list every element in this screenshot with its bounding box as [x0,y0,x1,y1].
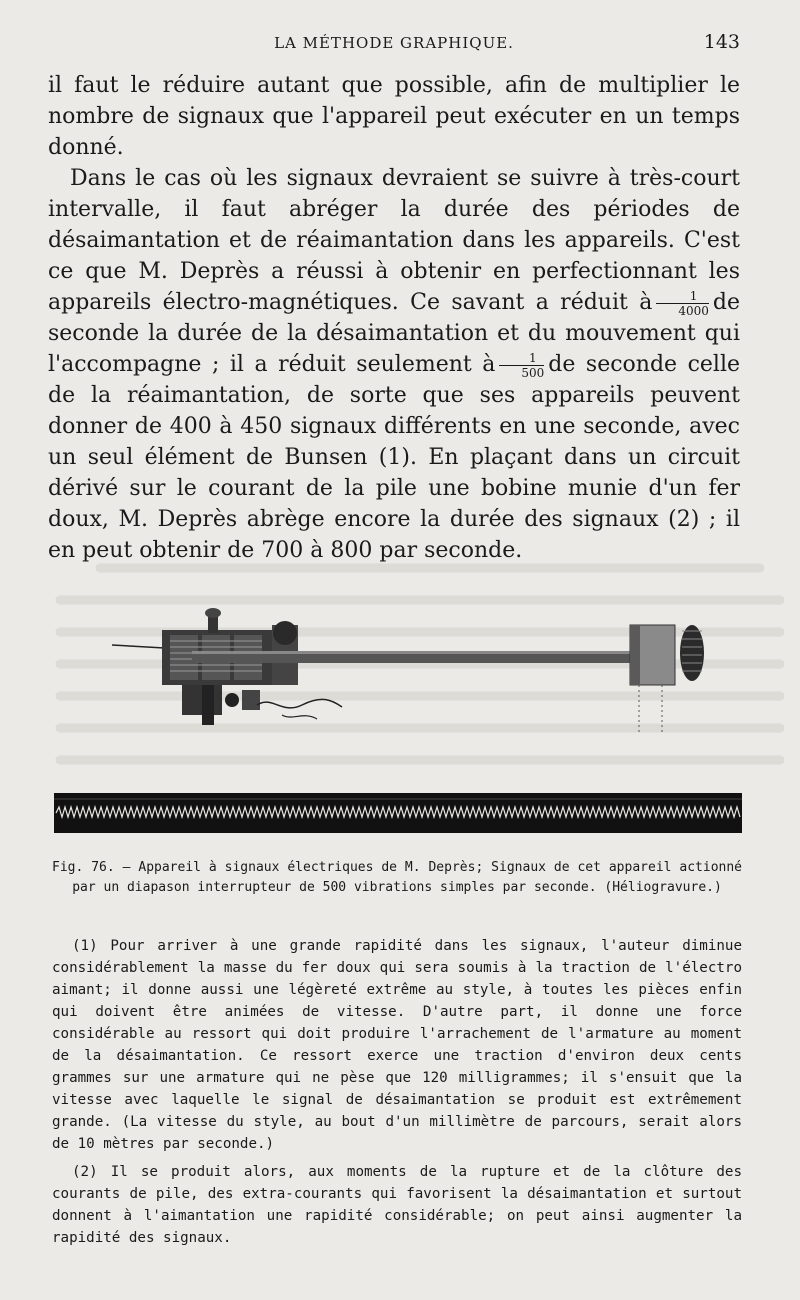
footnote-2: (2) Il se produit alors, aux moments de la rupture et de la clôture des courants de pile, des extra-courants qui favorisent la désaimantation et surtout donnent à l'aimantation une rapidité considérable; on peut ainsi augmenter la rapidité des signaux. [52,1164,742,1246]
drum-cylinder [630,625,704,685]
fraction-denominator: 500 [521,365,545,380]
fraction-numerator: 1 [656,290,709,304]
fraction-1-4000 [656,290,709,317]
electromagnet-assembly [162,608,298,685]
fraction-denominator: 4000 [678,303,709,318]
fraction-1-500 [499,352,544,379]
paragraph-2 [48,163,740,566]
paragraph-2-part-a: Dans le cas où les signaux devraient se suivre à très-court intervalle, il faut abréger la durée des périodes de désaimantation et de réaimantation dans les appareils. C'est ce que M. Deprès a réussi à obtenir en perfectionnant les appareils électro-magnétiques. Ce savant a réduit à [48,166,740,315]
electromagnetic-signal-apparatus-illustration [42,605,754,845]
base-terminals [182,685,342,725]
figure-caption [52,858,742,898]
footnotes [52,935,742,1255]
running-head: LA MÉTHODE GRAPHIQUE. [274,34,514,52]
paragraph-2-part-b: de seconde la durée de la désaimantation et du mouvement qui l'accompagne ; il a réduit seulement à [48,290,740,377]
paragraph-1: il faut le réduire autant que possible, afin de multiplier le nombre de signaux que l'appareil peut exécuter en un temps donné. [48,73,740,160]
figure-76 [42,605,754,845]
footnote-1: (1) Pour arriver à une grande rapidité dans les signaux, l'auteur diminue considérablement la masse du fer doux qui sera soumis à la traction de l'électro aimant; il donne aussi une légèreté extrême au style, à toutes les pièces enfin qui doivent être animées de vitesse. D'autre part, il donne une force considérable au ressort qui doit produire l'arrachement de l'armature au moment de la désaimantation. Ce ressort exerce une traction d'environ deux cents grammes sur une armature qui ne pèse que 120 milligrammes; il s'ensuit que la vitesse avec laquelle le signal de désaimantation se produit est extrêmement grande. (La vitesse du style, au bout d'un millimètre de parcours, serait alors de 10 mètres par seconde.) [52,938,742,1152]
page-number: 143 [703,31,740,53]
caption-line-2: par un diapason interrupteur de 500 vibrations simples par seconde. (Héliogravure.) [72,880,722,895]
paragraph-2-part-c: de seconde celle de la réaimantation, de sorte que ses appareils peuvent donner de 400 à 450 signaux différents en une seconde, avec un seul élément de Bunsen (1). En plaçant dans un circuit dérivé sur le courant de la pile une bobine munie d'un fer doux, M. Deprès abrège encore la durée des signaux (2) ; il en peut obtenir de 700 à 800 par seconde. [48,352,741,563]
main-text [48,70,740,566]
signal-trace-band [54,793,742,833]
fraction-numerator: 1 [499,352,544,366]
caption-line-1: Fig. 76. — Appareil à signaux électriques de M. Deprès; Signaux de cet appareil actionné [52,860,742,875]
